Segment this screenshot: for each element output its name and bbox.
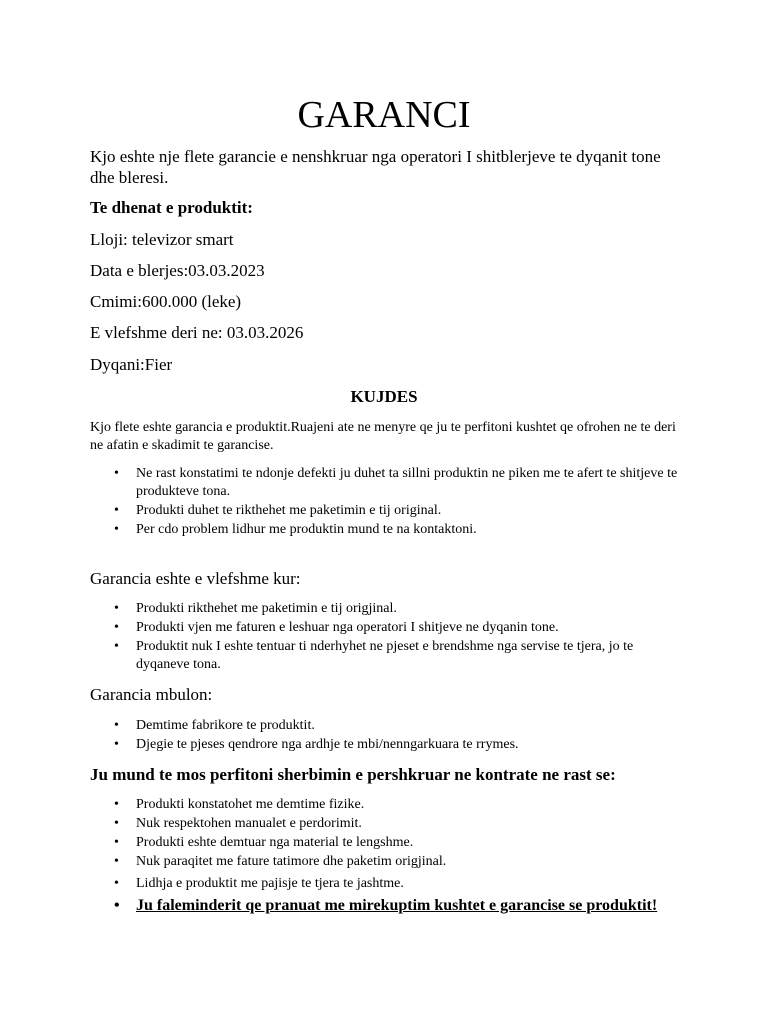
thanks-note: • Ju faleminderit qe pranuat me mirekuptim kushtet e garancise se produktit! <box>90 895 680 917</box>
list-item: • Nuk paraqitet me fature tatimore dhe paketim origjinal. <box>114 854 447 869</box>
list-item: • Produktit nuk I eshte tentuar ti nderhyhet ne pjeset e brendshme nga servise te tjera, jo te dyqaneve tona. <box>114 639 634 672</box>
covers-list <box>90 717 680 755</box>
price: Cmimi:600.000 (leke) <box>90 292 242 311</box>
bullet-icon: • <box>114 816 119 831</box>
list-item: • Djegie te pjeses qendrore nga ardhje te mbi/nenngarkuara te rrymes. <box>114 737 519 752</box>
valid-until: E vlefshme deri ne: 03.03.2026 <box>90 323 304 342</box>
list-item: • Ne rast konstatimi te ndonje defekti ju duhet ta sillni produktin ne piken me te afert te shitjeve te produkteve tona. <box>114 466 678 499</box>
exclusions-heading: Ju mund te mos perfitoni sherbimin e pershkruar ne kontrate ne rast se: <box>90 765 616 784</box>
list-item: • Per cdo problem lidhur me produktin mund te na kontaktoni. <box>114 522 477 537</box>
product-details-heading: Te dhenat e produktit: <box>90 198 253 217</box>
caution-list <box>90 465 680 540</box>
bullet-icon: • <box>114 854 119 869</box>
bullet-icon: • <box>114 466 119 481</box>
bullet-icon: • <box>114 718 119 733</box>
covers-heading: Garancia mbulon: <box>90 685 213 704</box>
bullet-icon: • <box>114 522 119 537</box>
bullet-icon: • <box>114 620 119 635</box>
valid-when-heading: Garancia eshte e vlefshme kur: <box>90 569 301 588</box>
caution-title: KUJDES <box>350 387 418 406</box>
list-item: • Lidhja e produktit me pajisje te tjera te jashtme. <box>114 876 404 891</box>
bullet-icon: • <box>114 797 119 812</box>
bullet-icon: • <box>114 737 119 752</box>
list-item: • Nuk respektohen manualet e perdorimit. <box>114 816 362 831</box>
bullet-icon: • <box>114 639 119 654</box>
list-item: • Produkti vjen me faturen e leshuar nga operatori I shitjeve ne dyqanin tone. <box>114 620 559 635</box>
list-item: • Produkti rikthehet me paketimin e tij origjinal. <box>114 601 397 616</box>
page-title: GARANCI <box>297 94 471 136</box>
exclusions-list <box>90 796 680 918</box>
bullet-icon: • <box>114 897 120 914</box>
list-item: • Produkti eshte demtuar nga material te lengshme. <box>114 835 414 850</box>
list-item: • Demtime fabrikore te produktit. <box>114 718 315 733</box>
store: Dyqani:Fier <box>90 355 173 374</box>
bullet-icon: • <box>114 503 119 518</box>
caution-paragraph: Kjo flete eshte garancia e produktit.Ruajeni ate ne menyre qe ju te perfitoni kushtet qe ofrohen ne te deri ne afatin e skadimit te garancise. <box>90 420 676 453</box>
purchase-date: Data e blerjes:03.03.2023 <box>90 261 265 280</box>
list-item: • Produkti konstatohet me demtime fizike. <box>114 797 365 812</box>
bullet-icon: • <box>114 601 119 616</box>
bullet-icon: • <box>114 876 119 891</box>
intro-paragraph: Kjo eshte nje flete garancie e nenshkruar nga operatori I shitblerjeve te dyqanit tone dhe bleresi. <box>90 147 661 187</box>
valid-when-list <box>90 600 680 675</box>
list-item: • Produkti duhet te rikthehet me paketimin e tij original. <box>114 503 442 518</box>
bullet-icon: • <box>114 835 119 850</box>
product-type: Lloji: televizor smart <box>90 230 234 249</box>
